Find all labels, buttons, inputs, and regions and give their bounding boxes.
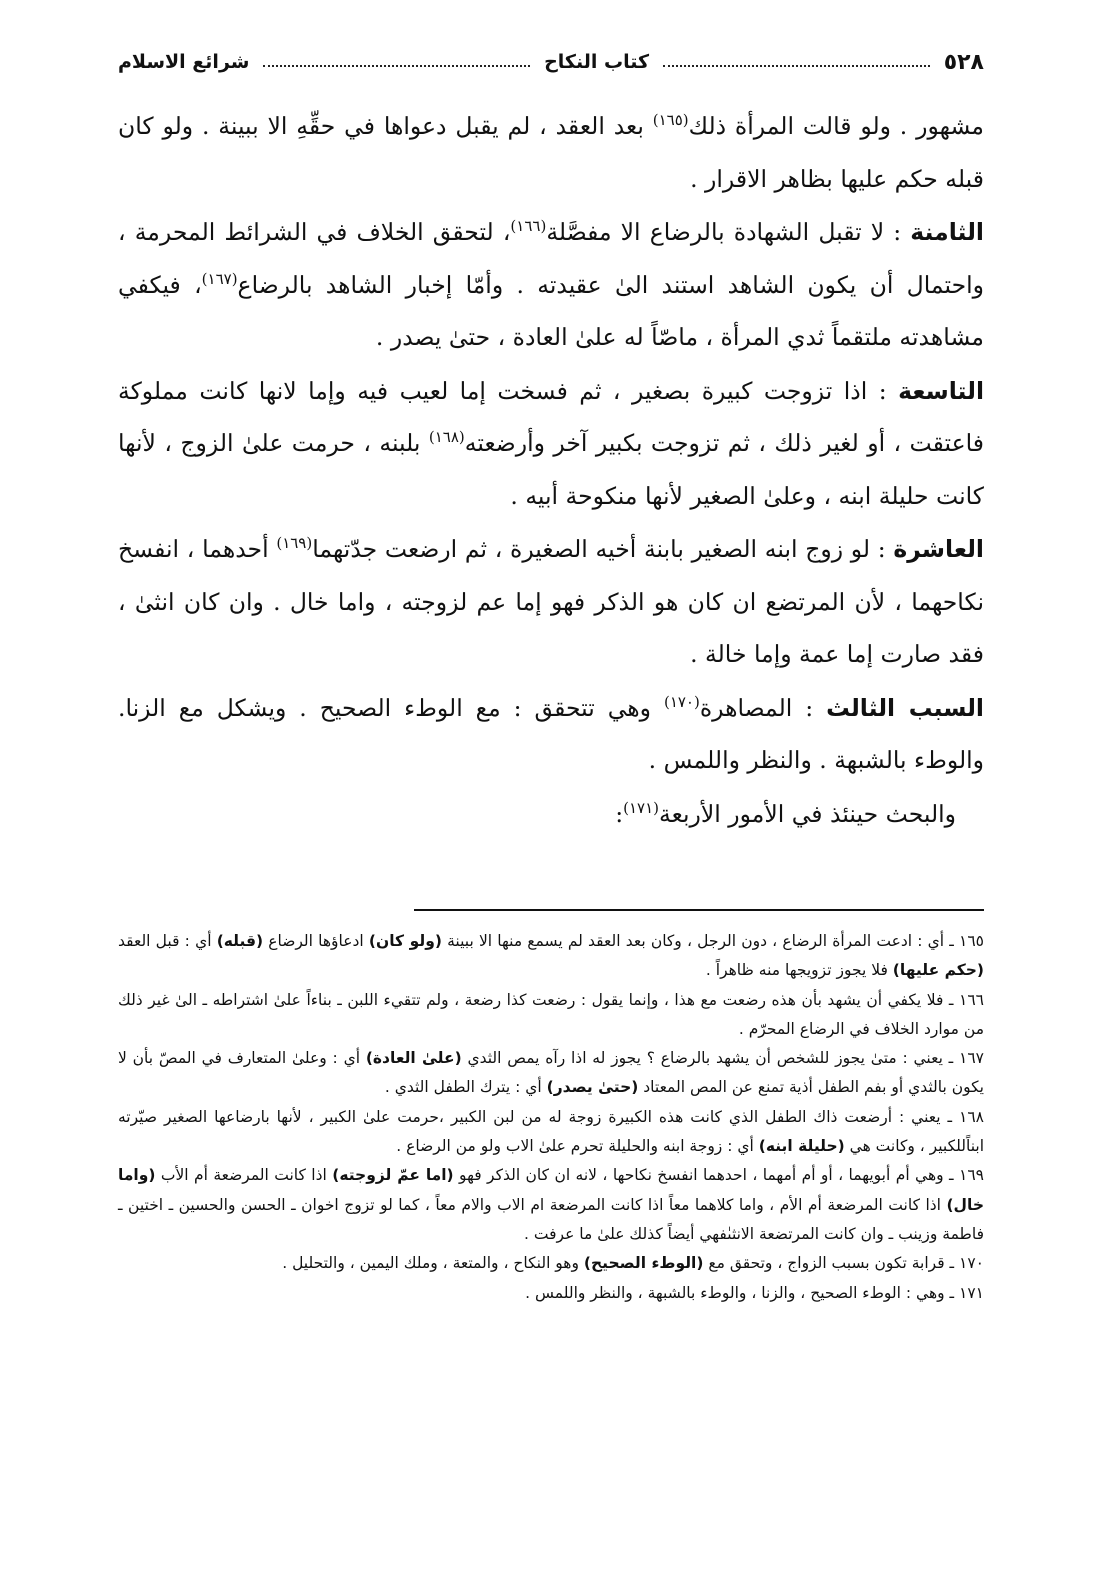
footnote	[118, 986, 984, 1045]
header-leader-dots	[263, 65, 530, 67]
paragraph-ninth	[118, 365, 984, 523]
footnotes	[118, 927, 984, 1308]
footnote-emphasis: (قبله)	[216, 932, 264, 950]
text-run: : اذا تزوجت كبيرة بصغير ، ثم فسخت إما لعيب فيه وإما لانها كانت مملوكة فاعتقت ، أو لغير ذلك ، ثم تزوجت بكبير آخر وأرضعته	[118, 376, 984, 457]
text-run: وهي تتحقق : مع الوطء الصحيح . ويشكل مع الزنا. والوطء بالشبهة . والنظر واللمس .	[118, 693, 984, 774]
main-text	[118, 100, 984, 841]
paragraph-third-cause	[118, 682, 984, 787]
page-number: ٥٢٨	[943, 49, 984, 75]
section-label: الثامنة	[910, 218, 984, 246]
footnote-ref-169[interactable]: (١٦٩)	[276, 534, 313, 553]
footnote-text: ١٦٨ ـ يعني : أرضعت ذاك الطفل الذي كانت هذه الكبيرة زوجة له من لبن الكبير ،حرمت علىٰ الكبير ، لأنها بارضاعها الصغير صيّرته ابناًللكبير ، وكانت هي	[118, 1107, 984, 1156]
footnote-text: فلا يجوز تزويجها منه ظاهراً .	[705, 961, 893, 980]
footnote-ref-165[interactable]: (١٦٥)	[652, 111, 689, 130]
footnote-text: ١٦٥ ـ أي : ادعت المرأة الرضاع ، دون الرجل ، وكان بعد العقد لم يسمع منها الا ببينة	[441, 932, 984, 950]
footnote-emphasis: (حكم عليها)	[892, 961, 984, 980]
footnote-text: ١٦٩ ـ وهي أم أبويهما ، أو أم أمهما ، احدهما انفسخ نكاحها ، لانه ان كان الذكر فهو	[453, 1166, 984, 1185]
footnote	[118, 927, 984, 986]
header-leader-dots	[663, 65, 930, 67]
footnote	[118, 1044, 984, 1103]
paragraph-continuation	[118, 100, 984, 205]
paragraph-discussion	[118, 788, 984, 841]
section-label: التاسعة	[898, 376, 984, 405]
chapter-title: كتاب النكاح	[544, 51, 650, 73]
footnote-text: اذا كانت المرضعة أم الأم ، واما كلاهما معاً اذا كانت المرضعة ام الاب والام معاً ، كما لو تزوج اخوان ـ الحسن والحسين ـ اختين ـ فاطمة وزينب ـ وان كانت المرتضعة الانثىٰفهي أيضاً كذلك علىٰ ما عرفت .	[118, 1195, 984, 1243]
footnote	[118, 1161, 984, 1249]
text-run: بلبنه ، حرمت علىٰ الزوج ، لأنها كانت حليلة ابنه ، وعلىٰ الصغير لأنها منكوحة أبيه .	[118, 429, 984, 510]
footnote-text: ١٦٦ ـ فلا يكفي أن يشهد بأن هذه رضعت مع هذا ، وإنما يقول : رضعت كذا رضعة ، ولم تتقيء اللبن ـ بناءاً علىٰ اشتراطه ـ الىٰ غير ذلك من موارد الخلاف في الرضاع المحرّم .	[118, 990, 984, 1038]
text-run: : لو زوج ابنه الصغير بابنة أخيه الصغيرة ، ثم ارضعت جدّتهما	[312, 535, 894, 563]
footnote-emphasis: (حليلة ابنه)	[758, 1137, 845, 1156]
footnote-emphasis: (الوطء الصحيح)	[583, 1254, 704, 1273]
text-run: :	[615, 799, 624, 828]
paragraph-eighth	[118, 206, 984, 364]
text-run: : المصاهرة	[699, 693, 827, 722]
text-run: بعد العقد ، لم يقبل دعواها في حقِّهِ الا ببينة . ولو كان قبله حكم عليها بظاهر الاقرار .	[118, 112, 984, 193]
footnote-text: أي : قبل العقد	[118, 932, 217, 950]
section-label: السبب الثالث	[826, 693, 984, 722]
footnote-text: ١٧١ ـ وهي : الوطء الصحيح ، والزنا ، والوطء بالشبهة ، والنظر واللمس .	[525, 1283, 984, 1302]
footnote-emphasis: (علىٰ العادة)	[365, 1049, 462, 1068]
footnote-text: أي : زوجة ابنه والحليلة تحرم علىٰ الاب ولو من الرضاع .	[396, 1137, 759, 1156]
book-title: شرائع الاسلام	[118, 51, 250, 73]
footnote-ref-170[interactable]: (١٧٠)	[663, 692, 700, 711]
footnote	[118, 1103, 984, 1162]
running-header	[118, 42, 984, 82]
text-run: ، فيكفي مشاهدته ملتقماً ثدي المرأة ، ماصّاً له علىٰ العادة ، حتىٰ يصدر .	[118, 270, 984, 351]
paragraph-tenth	[118, 523, 984, 681]
footnote-ref-168[interactable]: (١٦٨)	[428, 428, 465, 447]
footnote	[118, 1279, 984, 1308]
footnote-ref-167[interactable]: (١٦٧)	[201, 269, 238, 288]
footnote-emphasis: (حتىٰ يصدر)	[546, 1078, 639, 1097]
footnote-ref-171[interactable]: (١٧١)	[623, 798, 660, 817]
footnote-separator	[414, 909, 984, 911]
footnote-text: أي : وعلىٰ المتعارف في المصّ بأن لا يكون بالثدي أو بفم الطفل أذية تمنع عن المص المعتاد	[118, 1049, 984, 1097]
text-run: والبحث حينئذ في الأمور الأربعة	[659, 799, 956, 828]
text-run: أحدهما ، انفسخ نكاحهما ، لأن المرتضع ان كان هو الذكر فهو إما عم لزوجته ، واما خال . وان كان انثىٰ ، فقد صارت إما عمة وإما خالة .	[118, 535, 984, 668]
footnote-ref-166[interactable]: (١٦٦)	[510, 217, 547, 236]
footnote-emphasis: (ولو كان)	[368, 932, 442, 950]
section-label: العاشرة	[893, 535, 984, 563]
footnote-text: أي : يترك الطفل الثدي .	[384, 1078, 547, 1097]
footnote-text: وهو النكاح ، والمتعة ، وملك اليمين ، والتحليل .	[282, 1254, 584, 1273]
footnote-emphasis: (اما عمّ لزوجته)	[332, 1166, 454, 1185]
text-run: مشهور . ولو قالت المرأة ذلك	[688, 112, 984, 140]
text-run: ، لتحقق الخلاف في الشرائط المحرمة ، واحتمال أن يكون الشاهد استند الىٰ عقيدته . وأمّا إخبار الشاهد بالرضاع	[118, 218, 984, 299]
footnote	[118, 1249, 984, 1278]
footnote-text: ١٧٠ ـ قرابة تكون بسبب الزواج ، وتحقق مع	[703, 1254, 984, 1273]
footnote-text: ادعاؤها الرضاع	[263, 932, 369, 950]
footnote-text: ١٦٧ ـ يعني : متىٰ يجوز للشخص أن يشهد بالرضاع ؟ يجوز له اذا رآه يمص الثدي	[461, 1049, 985, 1068]
footnote-emphasis: (واما خال)	[118, 1166, 984, 1214]
text-run: : لا تقبل الشهادة بالرضاع الا مفصَّلة	[546, 218, 911, 246]
footnote-text: اذا كانت المرضعة أم الأب	[155, 1166, 333, 1185]
